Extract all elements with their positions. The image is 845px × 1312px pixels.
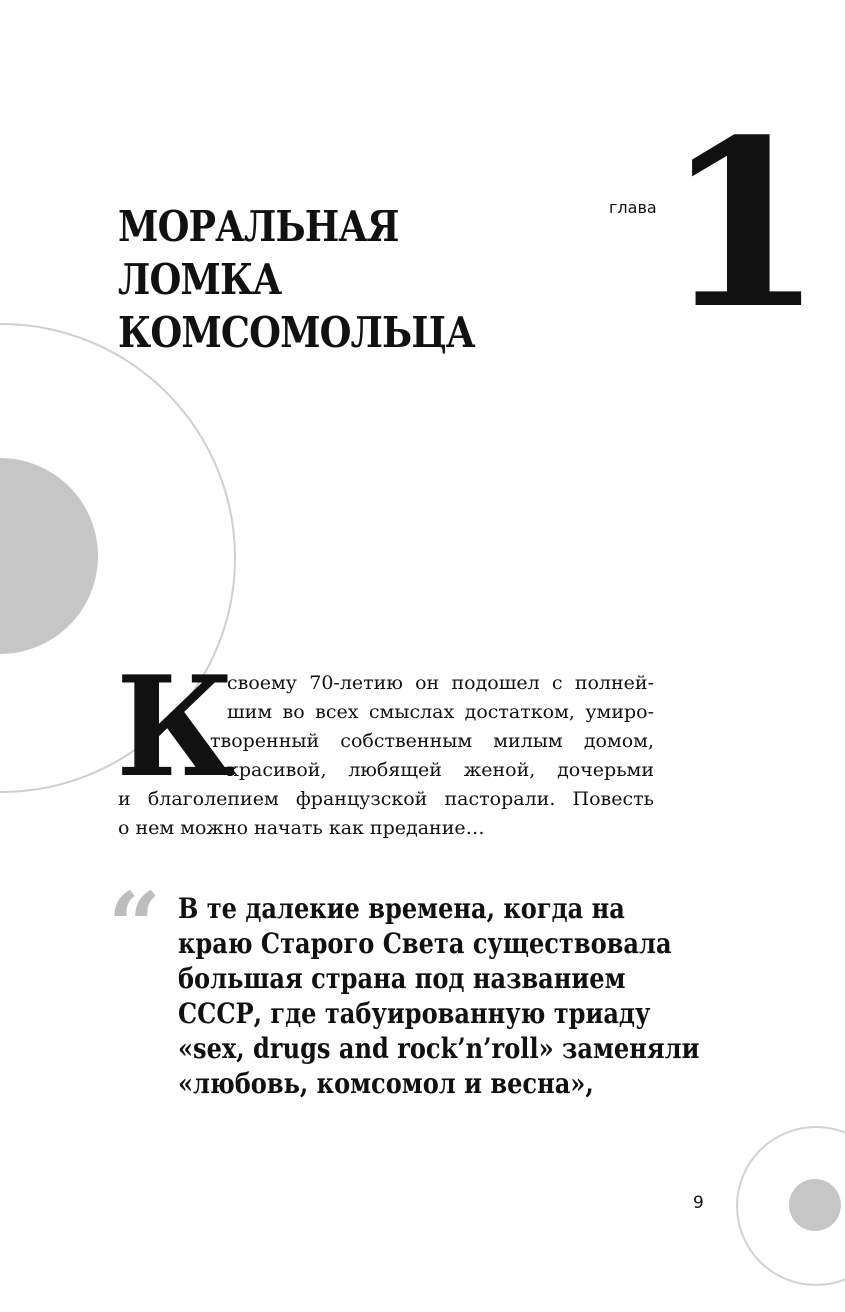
chapter-title-line: ЛОМКА — [118, 255, 282, 304]
page-number: 9 — [693, 1193, 704, 1213]
chapter-number: 1 — [664, 90, 825, 360]
pull-quote — [178, 891, 699, 1101]
chapter-title — [118, 200, 475, 359]
pull-quote-line: В те далекие времена, когда на — [178, 892, 625, 925]
drop-cap: К — [116, 645, 236, 808]
body-text-line: и благолепием французской пасторали. Повесть — [118, 788, 654, 810]
chapter-title-line: МОРАЛЬНАЯ — [118, 202, 399, 251]
pull-quote-line: СССР, где табуированную триаду — [178, 997, 651, 1030]
pull-quote-line: большая страна под названием — [178, 962, 626, 995]
body-text-line: творенный собственным милым домом, — [210, 730, 654, 752]
quote-mark-icon: “ — [108, 872, 161, 980]
chapter-label: глава — [609, 198, 657, 217]
pull-quote-line: «sex, drugs and rock’n’roll» заменяли — [178, 1032, 700, 1065]
body-text-line: своему 70-летию он подошел с полней- — [227, 672, 654, 694]
chapter-title-line: КОМСОМОЛЬЦА — [118, 308, 475, 357]
body-text-line: о нем можно начать как предание… — [118, 817, 485, 839]
body-text-line: красивой, любящей женой, дочерьми — [227, 759, 654, 781]
pull-quote-line: краю Старого Света существовала — [178, 927, 672, 960]
decorative-disc-small — [789, 1179, 841, 1231]
body-text-line: шим во всех смыслах достатком, умиро- — [227, 701, 654, 723]
pull-quote-line: «любовь, комсомол и весна», — [178, 1067, 594, 1100]
